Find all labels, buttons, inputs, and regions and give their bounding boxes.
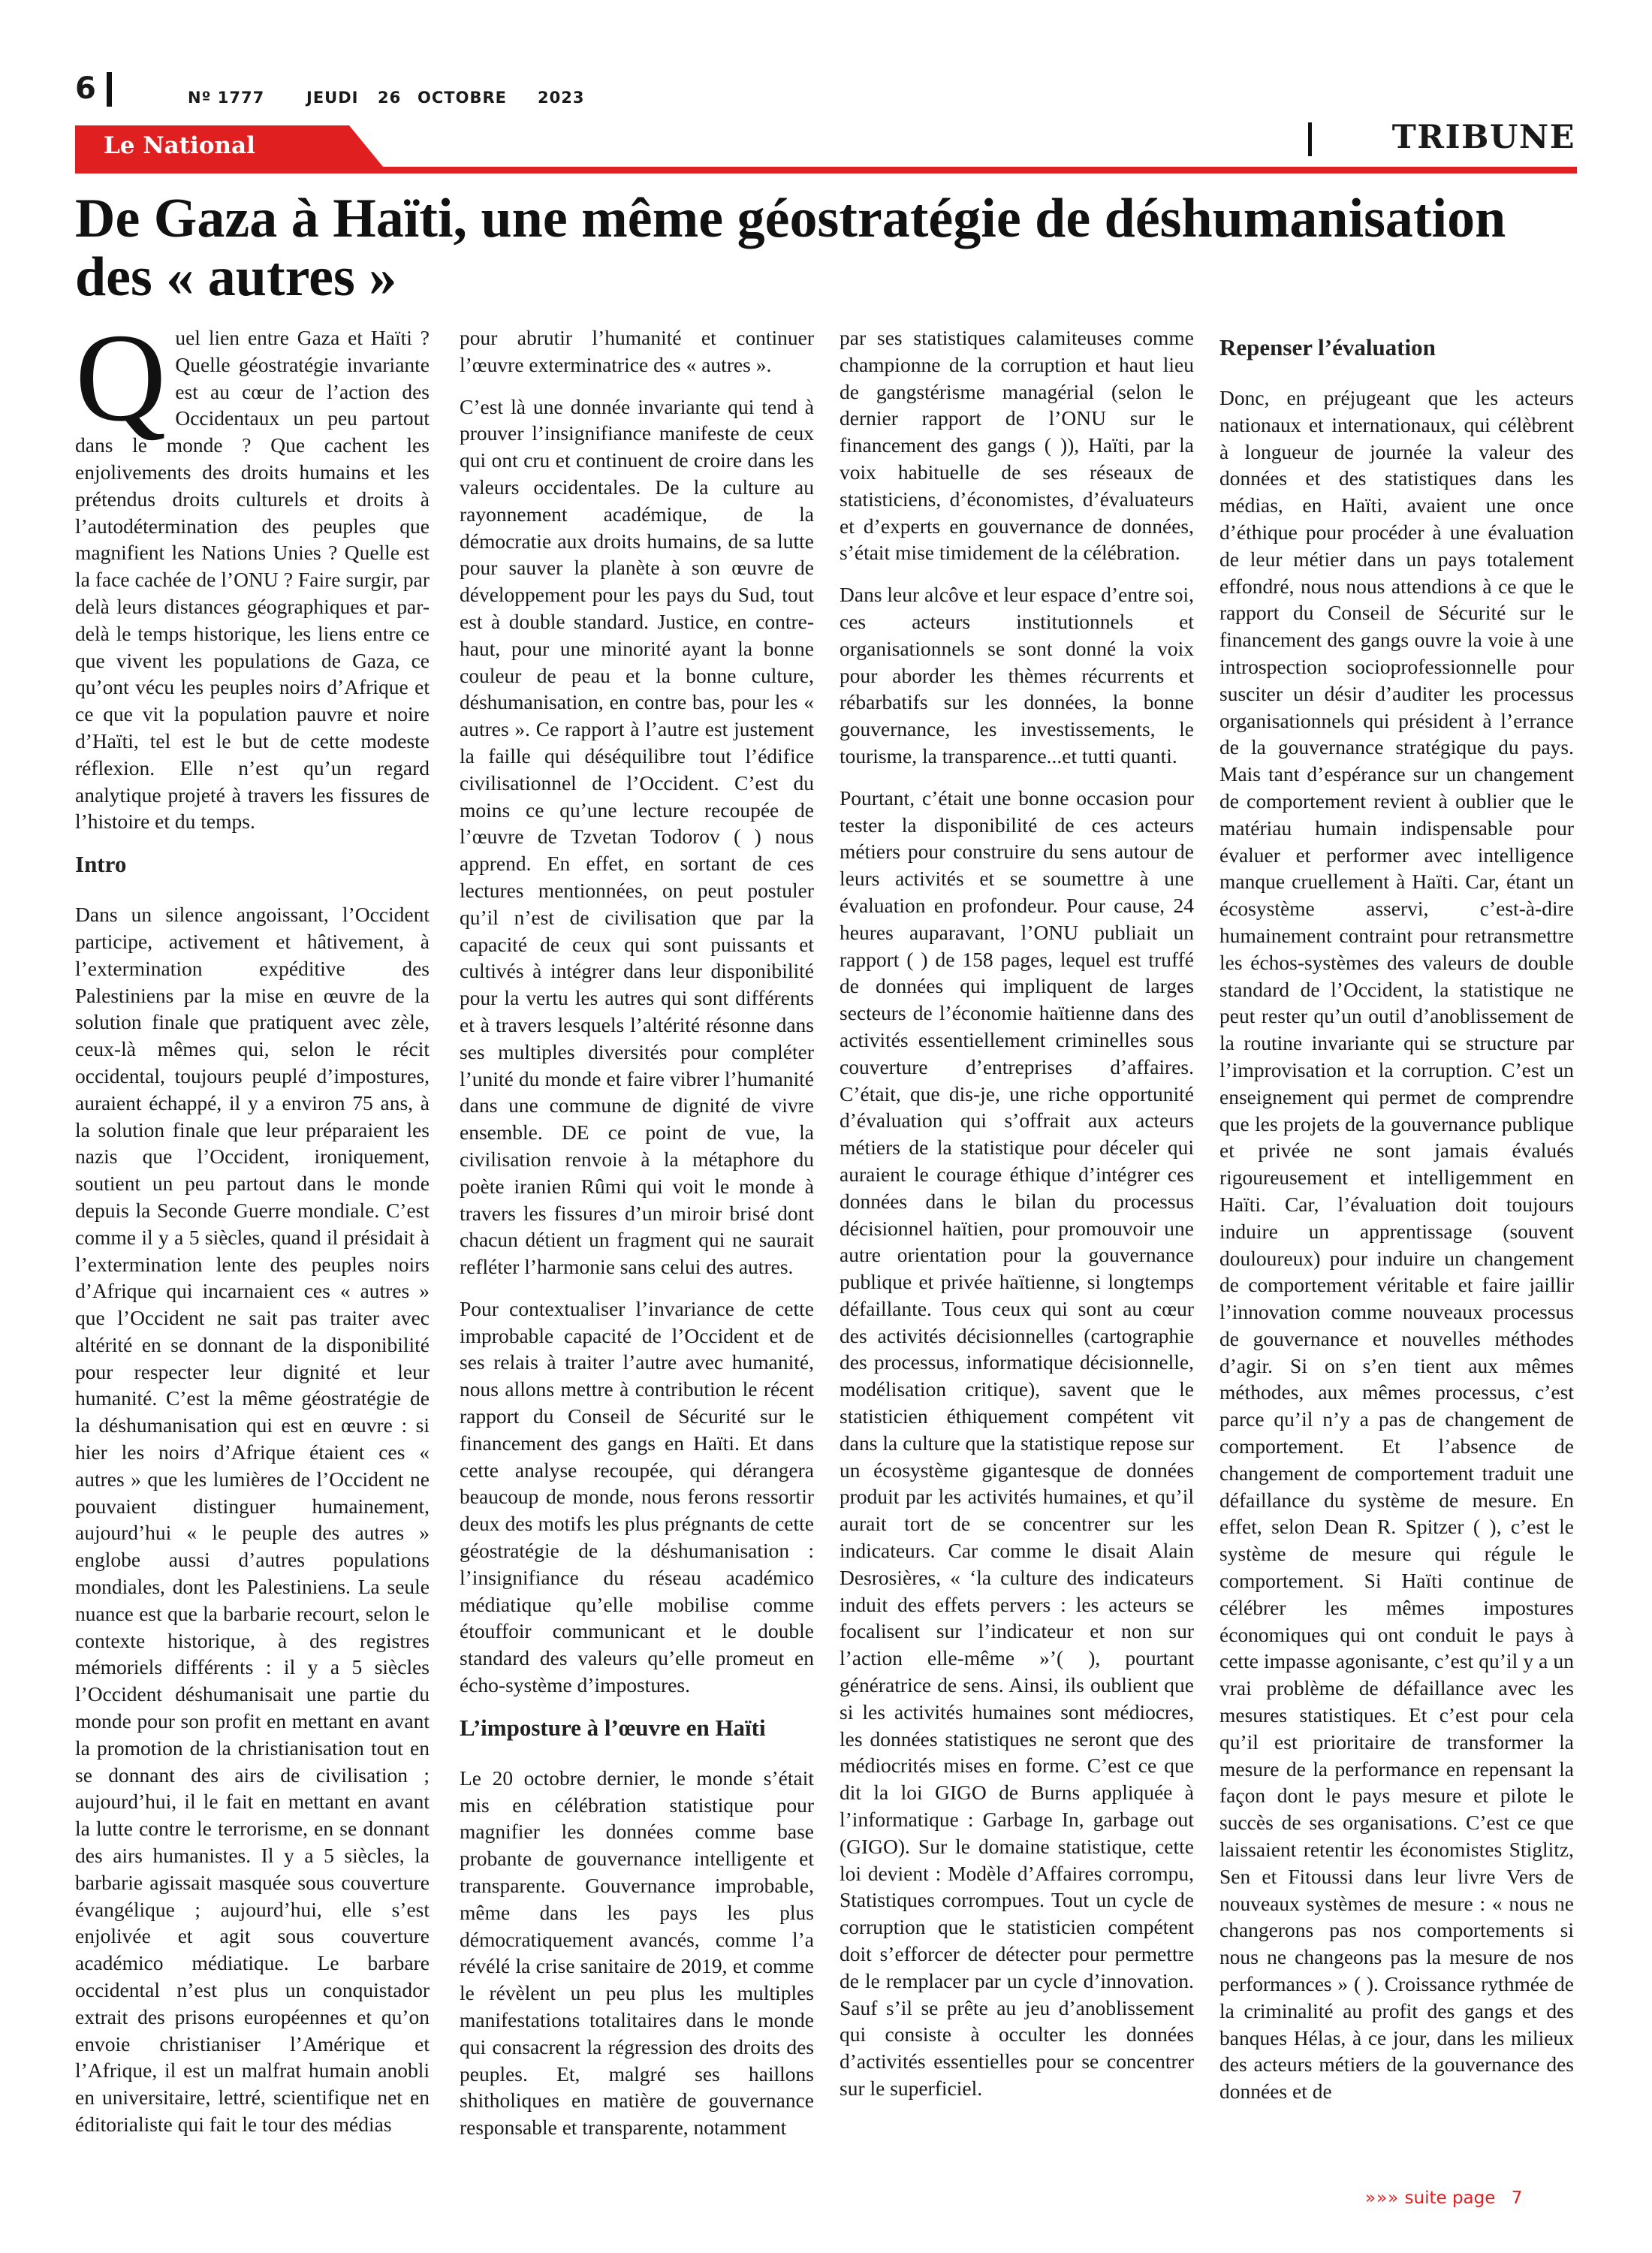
article-title: De Gaza à Haïti, une même géostratégie de déshumanisation des « autres » xyxy=(75,188,1506,308)
paragraph: C’est là une donnée invariante qui tend à prouver l’insignifiance manifeste de ceux qui ont cru et continuent de croire dans les valeurs occidentales. De la culture au rayonnement académique, de la démocratie aux droits humains, de sa lutte pour sauver la planète à son œuvre de développement pour les pays du Sud, tout est à double standard. Justice, en contre-haut, pour une minorité ayant la bonne couleur de peau et la bonne culture, déshumanisation, en contre bas, pour les « autres ». Ce rapport à l’autre est justement la faille qui déséquilibre tout l’édifice civilisationnel de l’Occident. C’est du moins ce qu’une lecture recoupée de l’œuvre de Tzvetan Todorov ( ) nous apprend. En effet, en sortant de ces lectures mentionnées, on peut postuler qu’il n’est de civilisation que par la capacité de ceux qui sont puissants et cultivés à intégrer dans leur disponibilité pour la vertu les autres qui sont différents et à travers lesquels l’altérité résonne dans ses multiples diversités pour compléter l’unité du monde et faire vibrer l’humanité dans une commune de dignité de vivre ensemble. DE ce point de vue, la civilisation renvoie à la métaphore du poète iranien Rûmi qui voit le monde à travers les fissures d’un miroir brisé dont chacun détient un fragment qui ne saurait refléter l’harmonie sans celui des autres. xyxy=(460,394,814,1279)
continue-arrows-icon: »»» xyxy=(1365,2188,1400,2208)
page-number: 6 xyxy=(75,71,96,106)
article-column-3 xyxy=(840,324,1194,2117)
article-column-2 xyxy=(460,324,814,2156)
page-number-divider xyxy=(107,72,112,107)
paragraph: par ses statistiques calamiteuses comme championne de la corruption et haut lieu de gangstérisme managérial (selon le dernier rapport de l’ONU sur le financement des gangs ( )), Haïti, par la voix habituelle de ses réseaux de statisticiens, d’économistes, d’évaluateurs et d’experts en gouvernance de données, s’était mise timidement de la célébration. xyxy=(840,326,1194,565)
date-weekday: JEUDI xyxy=(306,89,359,107)
subheading-intro: Intro xyxy=(75,851,127,878)
header-rule xyxy=(75,167,1577,173)
paragraph: Pour contextualiser l’invariance de cette improbable capacité de l’Occident et de ses relais à traiter l’autre avec humanité, nous allons mettre à contribution le récent rapport du Conseil de Sécurité sur le financement des gangs en Haïti. Et dans cette analyse recoupée, qui dérangera beaucoup de monde, nous ferons ressortir deux des motifs les plus prégnants de cette géostratégie de la déshumanisation : l’insignifiance du réseau académico médiatique qu’elle mobilise comme étouffoir communicant et le double standard des valeurs qu’elle promeut en écho-système d’impostures. xyxy=(460,1296,814,1697)
drop-cap: Q xyxy=(75,308,167,448)
continued-page-number: 7 xyxy=(1511,2188,1523,2208)
paragraph: Le 20 octobre dernier, le monde s’était mis en célébration statistique pour magnifier les données comme base probante de gouvernance intelligente et transparente. Gouvernance improbable, même dans les pays les plus démocratiquement avancés, comme l’a révélé la crise sanitaire de 2019, et comme le révèlent un peu plus les multiples manifestations totalitaires dans le monde qui consacrent la régression des droits des peuples. Et, malgré ses haillons shitholiques en matière de gouvernance responsable et transparente, notamment xyxy=(460,1766,814,2140)
issue-number: Nº 1777 xyxy=(188,89,265,107)
continued-link[interactable] xyxy=(1365,2188,1522,2208)
paragraph: Dans un silence angoissant, l’Occident participe, activement et hâtivement, à l’extermination expéditive des Palestiniens par la mise en œuvre de la solution finale que pratiquent avec zèle, ceux-là mêmes qui, selon le récit occidental, toujours peuplé d’impostures, auraient échappé, il y a environ 75 ans, à la solution finale que leur préparaient les nazis que l’Occident, ironiquement, soutient un peu partout dans le monde depuis la Seconde Guerre mondiale. C’est comme il y a 5 siècles, quand il présidait à l’extermination lente des peuples noirs d’Afrique qui incarnaient ces « autres » que l’Occident ne sait pas traiter avec altérité en se donnant de la disponibilité pour respecter leur dignité et leur humanité. C’est la même géostratégie de la déshumanisation qui est en œuvre : si hier les noirs d’Afrique étaient ces « autres » que les lumières de l’Occident ne pouvaient distinguer humainement, aujourd’hui « le peuple des autres » englobe aussi d’autres populations mondiales, dont les Palestiniens. La seule nuance est que la barbarie recourt, selon le contexte historique, à des registres mémoriels différents : il y a 5 siècles l’Occident déshumanisait une partie du monde pour son profit en mettant en avant la promotion de la christianisation tout en se donnant des airs de civilisation ; aujourd’hui, il le fait en mettant en avant la lutte contre le terrorisme, en se donnant des airs humanistes. Il y a 5 siècles, la barbarie agissait masquée sous couverture évangélique ; aujourd’hui, elle s’est enjolivée et agit sous couverture académico médiatique. Le barbare occidental n’est plus un conquistador extrait des prisons européennes et qu’on envoie christianiser l’Amérique et l’Afrique, il est un malfrat humain anobli en universitaire, lettré, scientifique net en éditorialiste qui fait le tour des médias xyxy=(75,903,430,2136)
paragraph: pour abrutir l’humanité et continuer l’œuvre exterminatrice des « autres ». xyxy=(460,326,814,376)
brand-name: Le National xyxy=(104,132,255,159)
section-divider xyxy=(1308,122,1312,156)
article-column-1 xyxy=(75,308,430,2153)
paragraph: Pourtant, c’était une bonne occasion pour tester la disponibilité de ces acteurs métiers pour construire du sens autour de leurs activités et se soumettre à une évaluation en profondeur. Pour cause, 24 heures auparavant, l’ONU publiait un rapport ( ) de 158 pages, lequel est truffé de données qui impliquent de larges secteurs de l’économie haïtienne dans des activités essentiellement criminelles sous couverture d’entreprises d’affaires. C’était, que dis-je, une riche opportunité d’évaluation qui s’offrait aux acteurs métiers de la statistique pour déceler qui auraient le courage éthique d’intégrer ces données dans le bilan du processus décisionnel haïtien, pour promouvoir une autre orientation pour la gouvernance publique et privée haïtienne, si longtemps défaillante. Tous ceux qui sont au cœur des activités décisionnelles (cartographie des processus, informatique décisionnelle, modélisation critique), savent que le statisticien éthiquement compétent vit dans la culture que la statistique repose sur un écosystème gigantesque de données produit par les activités humaines, et qu’il aurait tort de se concentrer sur les indicateurs. Car comme le disait Alain Desrosières, « ‘la culture des indicateurs induit des effets pervers : les acteurs se focalisent sur l’indicateur et non sur l’action elle-même »’( ), pourtant génératrice de sens. Ainsi, ils oublient que si les activités humaines sont médiocres, les données statistiques ne seront que des médiocrités mises en forme. C’est ce que dit la loi GIGO de Burns appliquée à l’informatique : Garbage In, garbage out (GIGO). Sur le domaine statistique, cette loi devient : Modèle d’Affaires corrompu, Statistiques corrompues. Tout un cycle de corruption que le statisticien compétent doit s’efforcer de détecter pour permettre de le remplacer par un cycle d’innovation. Sauf s’il se prête au jeu d’anoblissement qui consiste à occulter les données d’activités essentielles pour se concentrer sur le superficiel. xyxy=(840,786,1194,2100)
date-month: OCTOBRE xyxy=(418,89,507,107)
continued-label: suite page xyxy=(1404,2188,1496,2208)
section-name: TRIBUNE xyxy=(1391,119,1575,156)
subheading-evaluation: Repenser l’évaluation xyxy=(1219,334,1436,360)
date-year: 2023 xyxy=(538,89,585,107)
lead-text: uel lien entre Gaza et Haïti ? Quelle géostratégie invariante est au cœur de l’action des Occidentaux un peu partout dans le monde ? Que cachent les enjolivements des droits humains et les prétendus droits culturels et droits à l’autodétermination des peuples que magnifient les Nations Unies ? Quelle est la face cachée de l’ONU ? Faire surgir, par delà leurs distances géographiques et par-delà le temps historique, les liens entre ce que vivent les populations de Gaza, ce qu’ont vécu les peuples noirs d’Afrique et ce que vit la population pauvre et noire d’Haïti, tel est le but de cette modeste réflexion. Elle n’est qu’un regard analytique projeté à travers les fissures de l’histoire et du temps. xyxy=(75,326,430,834)
paragraph: Dans leur alcôve et leur espace d’entre soi, ces acteurs institutionnels et organisationnels se sont donné la voix pour aborder les thèmes récurrents et rébarbatifs sur les données, la bonne gouvernance, les investissements, le tourisme, la transparence...et tutti quanti. xyxy=(840,583,1194,768)
article-column-4 xyxy=(1219,324,1574,2120)
article-lead-paragraph xyxy=(75,308,430,835)
subheading-imposture: L’imposture à l’œuvre en Haïti xyxy=(460,1714,766,1741)
date-day: 26 xyxy=(378,89,402,107)
paragraph: Donc, en préjugeant que les acteurs nationaux et internationaux, qui célèbrent à longueur de journée la valeur des données et des statistiques dans les médias, en Haïti, avaient une once d’éthique pour procéder à une évaluation de leur métier dans un pays totalement effondré, nous nous attendions à ce que le rapport du Conseil de Sécurité sur le financement des gangs ouvre la voie à une introspection socioprofessionnelle pour susciter un désir d’auditer les processus organisationnels qui président à l’errance de la gouvernance stratégique du pays. Mais tant d’espérance sur un changement de comportement revient à oublier que le matériau humain indispensable pour évaluer et performer avec intelligence manque cruellement à Haïti. Car, étant un écosystème asservi, c’est-à-dire humainement contraint pour retransmettre les échos-systèmes des valeurs de double standard de l’Occident, la statistique ne peut rester qu’un outil d’anoblissement de la routine invariante qui se structure par l’improvisation et la corruption. C’est un enseignement qui permet de comprendre que les projets de la gouvernance publique et privée ne sont jamais évalués rigoureusement et intelligemment en Haïti. Car, l’évaluation doit toujours induire un apprentissage (souvent douloureux) pour induire un changement de comportement véritable et faire jaillir l’innovation comme nouveaux processus de gouvernance et nouvelles méthodes d’agir. Si on s’en tient aux mêmes méthodes, aux mêmes processus, c’est parce qu’il n’y a pas de changement de comportement. Et l’absence de changement de comportement traduit une défaillance du système de mesure. En effet, selon Dean R. Spitzer ( ), c’est le système de mesure qui régule le comportement. Si Haïti continue de célébrer les mêmes impostures économiques qui ont conduit le pays à cette impasse agonisante, c’est qu’il y a un vrai problème de défaillance avec les mesures statistiques. Et c’est pour cela qu’il est prioritaire de transformer la mesure de la performance en repensant la façon dont le pays mesure et pilote le succès de ses organisations. C’est ce que laissaient retentir les économistes Stiglitz, Sen et Fitoussi dans leur livre Vers de nouveaux systèmes de mesure : « nous ne changerons pas nos comportements si nous ne changeons pas la mesure de nos performances » ( ). Croissance rythmée de la criminalité au profit des gangs et des banques Hélas, à ce jour, dans les milieux des acteurs métiers de la gouvernance des données et de xyxy=(1219,386,1574,2104)
